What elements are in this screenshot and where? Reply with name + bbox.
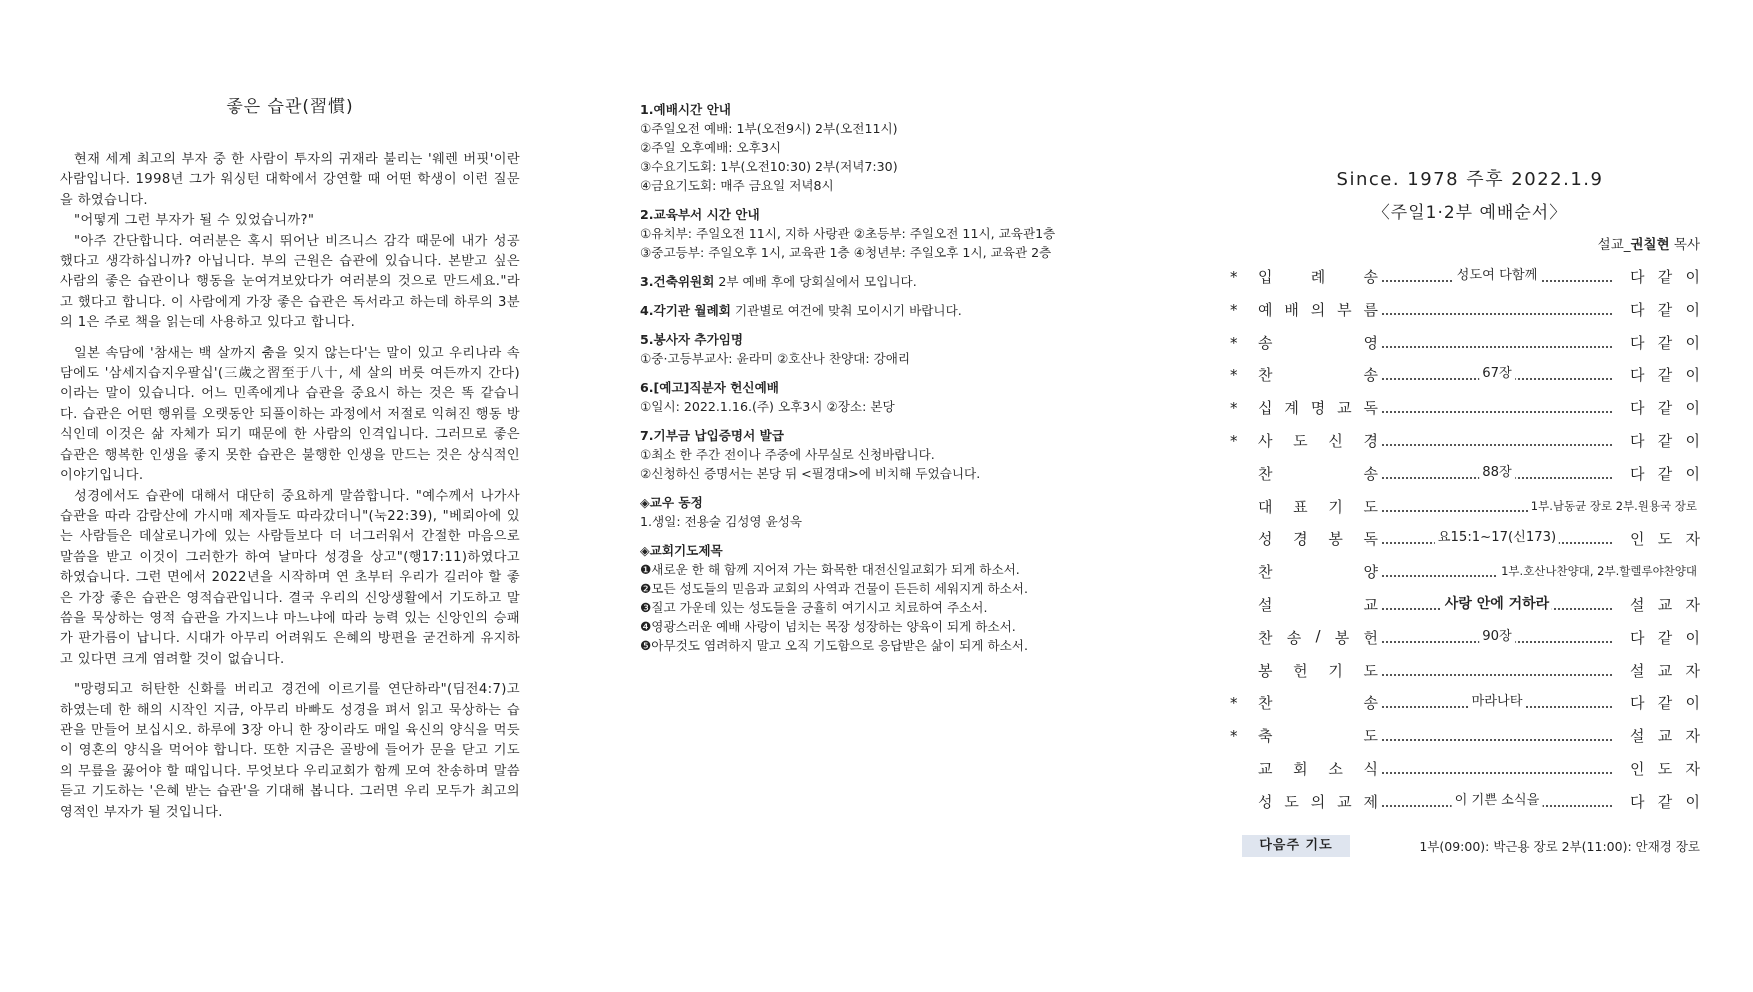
responder-char: 다	[1630, 333, 1645, 352]
responder-char: 도	[1657, 530, 1673, 549]
responder-char: 이	[1685, 792, 1700, 811]
notice-text: 2부 예배 후에 당회실에서 모입니다.	[714, 274, 917, 289]
responder-char: 다	[1630, 792, 1645, 811]
order-row	[1230, 459, 1700, 492]
order-responder	[1630, 463, 1700, 484]
order-item-char: 도	[1363, 661, 1378, 680]
dotted-leader	[1382, 463, 1612, 485]
order-item-name	[1258, 496, 1378, 517]
preacher-title: 목사	[1669, 237, 1700, 253]
order-responder	[1630, 364, 1700, 385]
responder-char: 자	[1685, 727, 1700, 746]
order-item-name	[1258, 594, 1378, 615]
order-item-char: 의	[1310, 792, 1326, 811]
order-item-name	[1258, 791, 1378, 812]
order-item-char: 성	[1258, 792, 1273, 811]
order-item-char: 찬	[1258, 694, 1273, 713]
responder-char: 같	[1657, 366, 1673, 385]
order-row	[1230, 656, 1700, 689]
order-item-name	[1258, 692, 1378, 713]
order-item-char: 헌	[1363, 628, 1378, 647]
prayer-topic: ❹영광스러운 예배 사랑이 넘치는 목장 성장하는 양육이 되게 하소서.	[640, 619, 1016, 634]
order-item-char: 찬	[1258, 366, 1273, 385]
standing-mark: *	[1230, 694, 1238, 713]
responder-char: 다	[1630, 399, 1645, 418]
prayer-topic: ❸질고 가운데 있는 성도들을 긍휼히 여기시고 치료하여 주소서.	[640, 600, 988, 615]
notice-heading: 4.각기관 월례회	[640, 303, 731, 318]
notice-line: ①중·고등부교사: 윤라미 ②호산나 찬양대: 강애리	[640, 351, 911, 366]
responder-char: 이	[1685, 464, 1700, 483]
order-responder	[1630, 758, 1700, 779]
order-item-char: 사	[1258, 431, 1273, 450]
order-responder	[1630, 660, 1700, 681]
order-item-char: 축	[1258, 727, 1273, 746]
notice-heading: ◈교회기도제목	[640, 543, 723, 558]
order-row	[1230, 721, 1700, 754]
dotted-leader	[1382, 561, 1700, 583]
order-item-char: 도	[1363, 497, 1378, 516]
order-responder	[1630, 332, 1700, 353]
order-responder	[1630, 692, 1700, 713]
order-item-name	[1258, 528, 1378, 549]
order-item-char: 송	[1363, 268, 1378, 286]
next-prayer-label: 다음주 기도	[1242, 835, 1350, 857]
order-item-char: 기	[1328, 661, 1343, 680]
responder-char: 같	[1657, 464, 1673, 483]
order-item-char: 찬	[1258, 464, 1273, 483]
responder-char: 설	[1630, 727, 1645, 746]
essay-paragraph: 성경에서도 습관에 대해서 대단히 중요하게 말씀합니다. "예수께서 나가사 습관을 따라 감람산에 가시매 제자들도 따라갔더니"(눅22:39), "베뢰아에 있는 사람들은 데살로니가에 있는 사람들보다 더 너그러워서 간절한 마음으로 말씀을 받고 이것이 그러한가 하여 날마다 성경을 상고"(행17:11)하였다고 하였습니다. 그런 면에서 2022년을 시작하며 연 초부터 우리가 길러야 할 좋은 가장 좋은 습관은 영적습관입니다. 결국 우리의 신앙생활에서 기도하고 말씀을 묵상하는 영적 습관을 가지느냐 마느냐에 따라 능력 있는 신앙인의 승패가 판가름이 납니다. 시대가 아무리 어려워도 은혜의 방편을 굳건하게 유지하고 있다면 크게 염려할 것이 없습니다.	[60, 488, 520, 667]
notice-heading: ◈교우 동정	[640, 495, 703, 510]
order-item-char: 봉	[1334, 628, 1350, 647]
order-row	[1230, 393, 1700, 426]
dotted-leader	[1382, 758, 1612, 780]
next-prayer-text: 1부(09:00): 박근용 장로 2부(11:00): 안재경 장로	[1419, 839, 1700, 854]
order-responder	[1630, 266, 1700, 287]
essay-paragraph: "어떻게 그런 부자가 될 수 있었습니까?"	[74, 213, 315, 229]
order-item-detail: 요15:1~17(신173)	[1435, 528, 1559, 548]
responder-char: 자	[1685, 661, 1700, 680]
responder-char: 자	[1685, 595, 1700, 614]
order-item-char: 봉	[1258, 661, 1273, 680]
notice-heading: 6.[예고]직분자 헌신예배	[640, 380, 779, 395]
next-week-prayer	[1230, 835, 1700, 859]
order-item-char: 도	[1293, 431, 1308, 450]
order-item-char: 송	[1258, 333, 1273, 352]
responder-char: 같	[1657, 431, 1673, 450]
preacher-line	[1598, 233, 1700, 253]
responder-char: 이	[1685, 300, 1700, 319]
responder-char: 인	[1630, 759, 1645, 778]
order-item-char: 도	[1284, 792, 1299, 811]
order-responder	[1630, 791, 1700, 812]
responder-char: 이	[1685, 628, 1700, 647]
order-item-detail: 88장	[1479, 463, 1515, 483]
notice-heading: 7.기부금 납입증명서 발급	[640, 428, 784, 443]
dotted-leader	[1382, 430, 1612, 452]
dotted-leader	[1382, 496, 1700, 518]
order-item-char: 설	[1258, 595, 1273, 614]
order-row	[1230, 787, 1700, 820]
dotted-leader	[1382, 594, 1612, 616]
order-row	[1230, 623, 1700, 656]
prayer-topic: ❷모든 성도들의 믿음과 교회의 사역과 건물이 든든히 세워지게 하소서.	[640, 581, 1028, 596]
order-item-char: 교	[1258, 759, 1273, 778]
order-responder	[1630, 397, 1700, 418]
order-item-name	[1258, 332, 1378, 353]
responder-char: 같	[1657, 300, 1673, 319]
standing-mark: *	[1230, 431, 1238, 450]
order-responder	[1630, 528, 1700, 549]
order-responder	[1630, 594, 1700, 615]
order-item-char: 경	[1293, 530, 1308, 549]
responder-char: 교	[1657, 595, 1673, 614]
order-responder	[1630, 430, 1700, 451]
order-item-char: 영	[1363, 333, 1378, 352]
order-row	[1230, 754, 1700, 787]
order-item-detail: 1부.호산나찬양대, 2부.할렐루야찬양대	[1498, 561, 1700, 581]
responder-char: 도	[1657, 759, 1673, 778]
dotted-leader	[1382, 364, 1612, 386]
notice-heading: 1.예배시간 안내	[640, 102, 731, 117]
preacher-label: 설교_	[1597, 237, 1631, 253]
responder-char: 교	[1657, 727, 1673, 746]
order-item-char: 양	[1363, 563, 1378, 582]
order-item-char: 예	[1258, 300, 1273, 319]
order-item-name	[1258, 397, 1378, 418]
dotted-leader	[1382, 299, 1612, 321]
responder-char: 같	[1657, 268, 1673, 286]
standing-mark: *	[1230, 727, 1238, 746]
order-item-char: 식	[1363, 759, 1378, 778]
notice-heading: 3.건축위원회	[640, 274, 715, 289]
order-item-char: 소	[1328, 759, 1343, 778]
order-item-detail: 성도여 다함께	[1454, 266, 1541, 286]
notice-line: ④금요기도회: 매주 금요일 저녁8시	[640, 178, 834, 193]
order-item-char: /	[1315, 626, 1321, 645]
order-item-char: 송	[1286, 628, 1302, 647]
preacher-name: 권칠현	[1630, 237, 1670, 253]
notice-dedication-service	[640, 378, 1140, 416]
order-item-name	[1258, 561, 1378, 582]
order-row	[1230, 262, 1700, 295]
order-row	[1230, 557, 1700, 590]
standing-mark: *	[1230, 399, 1238, 418]
order-row	[1230, 426, 1700, 459]
order-item-detail: 67장	[1479, 364, 1515, 384]
responder-char: 같	[1657, 694, 1673, 713]
dotted-leader	[1382, 627, 1612, 649]
dotted-leader	[1382, 791, 1612, 813]
prayer-topic: ❺아무것도 염려하지 말고 오직 기도함으로 응답받은 삶이 되게 하소서.	[640, 638, 1028, 653]
standing-mark: *	[1230, 268, 1238, 286]
order-item-char: 계	[1284, 399, 1299, 418]
order-item-char: 독	[1363, 530, 1378, 549]
order-item-char: 송	[1363, 694, 1378, 713]
since-date-line: Since. 1978 주후 2022.1.9	[1336, 169, 1604, 190]
responder-char: 설	[1630, 661, 1645, 680]
order-item-detail: 90장	[1479, 627, 1515, 647]
dotted-leader	[1382, 332, 1612, 354]
order-row	[1230, 295, 1700, 328]
dotted-leader	[1382, 528, 1612, 550]
notice-line: 1.생일: 전용술 김성영 윤성욱	[640, 514, 803, 529]
order-item-name	[1258, 725, 1378, 746]
notice-line: ③중고등부: 주일오후 1시, 교육관 1층 ④청년부: 주일오후 1시, 교육관 2층	[640, 245, 1052, 260]
essay-paragraph: "아주 간단합니다. 여러분은 혹시 뛰어난 비즈니스 감각 때문에 내가 성공했다고 생각하십니까? 아닙니다. 부의 근원은 습관에 있습니다. 본받고 싶은 사람의 좋은 습관이나 행동을 눈여겨보았다가 여러분의 것으로 만드세요."라고 했다고 합니다. 이 사람에게 가장 좋은 습관은 독서라고 하는데 하루의 3분의 1은 주로 책을 읽는데 사용하고 있다고 합니다.	[60, 233, 520, 331]
order-item-char: 성	[1258, 530, 1273, 549]
dotted-leader	[1382, 266, 1612, 288]
order-item-char: 독	[1363, 399, 1378, 418]
order-item-char: 교	[1363, 595, 1378, 614]
standing-mark: *	[1230, 333, 1238, 352]
order-item-char: 제	[1363, 792, 1378, 811]
notice-text: 기관별로 여건에 맞춰 모이시기 바랍니다.	[730, 303, 962, 318]
order-item-char: 신	[1328, 431, 1343, 450]
notice-line: ①유치부: 주일오전 11시, 지하 사랑관 ②초등부: 주일오전 11시, 교육관1층	[640, 226, 1056, 241]
responder-char: 자	[1685, 759, 1700, 778]
responder-char: 다	[1630, 464, 1645, 483]
announcements-column	[640, 100, 1140, 665]
responder-char: 이	[1685, 399, 1700, 418]
order-item-char: 의	[1310, 300, 1326, 319]
responder-char: 다	[1630, 300, 1645, 319]
order-item-char: 찬	[1258, 628, 1273, 647]
notice-heading: 2.교육부서 시간 안내	[640, 207, 760, 222]
order-item-char: 십	[1258, 399, 1273, 418]
prayer-topic: ❶새로운 한 해 함께 지어져 가는 화목한 대전신일교회가 되게 하소서.	[640, 562, 1020, 577]
notice-line: ②주일 오후예배: 오후3시	[640, 140, 782, 155]
order-item-name	[1258, 364, 1378, 385]
order-item-char: 봉	[1328, 530, 1343, 549]
responder-char: 이	[1685, 333, 1700, 352]
order-item-char: 름	[1363, 300, 1378, 319]
order-item-detail: 1부.남동균 장로 2부.원용국 장로	[1528, 496, 1700, 516]
responder-char: 교	[1657, 661, 1673, 680]
order-item-name	[1258, 430, 1378, 451]
standing-mark: *	[1230, 366, 1238, 385]
order-item-char: 대	[1258, 497, 1273, 516]
order-item-char: 송	[1363, 366, 1378, 385]
order-item-char: 배	[1284, 300, 1299, 319]
responder-char: 인	[1630, 530, 1645, 549]
order-row	[1230, 492, 1700, 525]
responder-char: 설	[1630, 595, 1645, 614]
order-item-name	[1258, 660, 1378, 681]
order-row	[1230, 590, 1700, 623]
order-of-service	[1230, 0, 1700, 992]
order-item-detail: 사랑 안에 거하라	[1442, 594, 1552, 614]
order-item-detail: 이 기쁜 소식을	[1452, 791, 1543, 811]
order-responder	[1630, 725, 1700, 746]
notice-monthly-meeting	[640, 301, 1140, 320]
notice-line: ①최소 한 주간 전이나 주중에 사무실로 신청바랍니다.	[640, 447, 935, 462]
order-item-char: 교	[1337, 399, 1352, 418]
notice-education	[640, 205, 1140, 262]
order-item-name	[1258, 463, 1378, 484]
responder-char: 이	[1685, 268, 1700, 286]
order-item-char: 기	[1328, 497, 1343, 516]
order-item-char: 경	[1363, 431, 1378, 450]
dotted-leader	[1382, 725, 1612, 747]
order-item-char: 교	[1337, 792, 1352, 811]
responder-char: 이	[1685, 694, 1700, 713]
order-item-char: 부	[1337, 300, 1352, 319]
order-rows	[1230, 262, 1700, 820]
notice-heading: 5.봉사자 추가임명	[640, 332, 744, 347]
order-item-char: 회	[1293, 759, 1308, 778]
order-row	[1230, 328, 1700, 361]
essay-paragraph: 일본 속담에 '참새는 백 살까지 춤을 잊지 않는다'는 말이 있고 우리나라 속담에도 '삼세지습지우팔십'(三歲之習至于八十, 세 살의 버릇 여든까지 간다)이라는 말이 있습니다. 어느 민족에게나 습관을 중요시 하는 것은 똑 같습니다. 습관은 어떤 행위를 오랫동안 되풀이하는 과정에서 저절로 익혀진 행동 방식인데 이것은 삶 자체가 되기 때문에 한 사람의 인격입니다. 그러므로 좋은 습관은 행복한 인생을 좋지 못한 습관은 불행한 인생을 만드는 것은 상식적인 이야기입니다.	[60, 345, 521, 484]
essay-body	[60, 150, 520, 833]
order-item-char: 찬	[1258, 563, 1273, 582]
order-item-char: 헌	[1293, 661, 1308, 680]
responder-char: 같	[1657, 333, 1673, 352]
notice-volunteers	[640, 330, 1140, 368]
order-responder	[1630, 627, 1700, 648]
responder-char: 같	[1657, 792, 1673, 811]
order-item-char: 례	[1310, 268, 1326, 286]
order-item-name	[1258, 266, 1378, 287]
responder-char: 이	[1685, 431, 1700, 450]
dotted-leader	[1382, 397, 1612, 419]
order-title: 〈주일1·2부 예배순서〉	[1372, 203, 1568, 223]
responder-char: 같	[1657, 399, 1673, 418]
responder-char: 다	[1630, 694, 1645, 713]
responder-char: 다	[1630, 268, 1645, 286]
order-responder	[1630, 299, 1700, 320]
responder-char: 다	[1630, 628, 1645, 647]
notice-member-news	[640, 493, 1140, 531]
order-item-char: 입	[1258, 268, 1273, 286]
standing-mark: *	[1230, 300, 1238, 319]
order-item-char: 도	[1363, 727, 1378, 746]
notice-prayer-topics	[640, 541, 1140, 655]
notice-worship-times	[640, 100, 1140, 195]
dotted-leader	[1382, 692, 1612, 714]
responder-char: 다	[1630, 366, 1645, 385]
order-item-name	[1258, 299, 1378, 320]
order-item-name	[1258, 758, 1378, 779]
notice-line: ①일시: 2022.1.16.(주) 오후3시 ②장소: 본당	[640, 399, 895, 414]
notice-building-committee	[640, 272, 1140, 291]
notice-line: ③수요기도회: 1부(오전10:30) 2부(저녁7:30)	[640, 159, 898, 174]
essay-paragraph: "망령되고 허탄한 신화를 버리고 경건에 이르기를 연단하라"(딤전4:7)고 하였는데 한 해의 시작인 지금, 아무리 바빠도 성경을 펴서 읽고 묵상하는 습관을 만들어 보십시오. 하루에 3장 아니 한 장이라도 매일 육신의 양식을 먹듯이 영혼의 양식을 먹어야 합니다. 또한 지금은 골방에 들어가 문을 닫고 기도의 무릎을 꿇어야 할 때입니다. 무엇보다 우리교회가 함께 모여 찬송하며 말씀 듣고 기도하는 '은혜 받는 습관'을 기대해 봅니다. 그러면 우리 모두가 최고의 영적인 부자가 될 것입니다.	[60, 682, 520, 820]
essay-paragraph: 현재 세계 최고의 부자 중 한 사람이 투자의 귀재라 불리는 '웨렌 버핏'이란 사람입니다. 1998년 그가 워싱턴 대학에서 강연할 때 어떤 학생이 이런 질문을 하였습니다.	[60, 152, 521, 208]
responder-char: 자	[1685, 530, 1700, 549]
responder-char: 이	[1685, 366, 1700, 385]
notice-donation-receipt	[640, 426, 1140, 483]
notice-line: ①주일오전 예배: 1부(오전9시) 2부(오전11시)	[640, 121, 898, 136]
responder-char: 같	[1657, 628, 1673, 647]
essay-title: 좋은 습관(習慣)	[226, 97, 354, 117]
order-row	[1230, 688, 1700, 721]
order-item-detail: 마라나타	[1469, 692, 1526, 712]
order-row	[1230, 524, 1700, 557]
notice-line: ②신청하신 증명서는 본당 뒤 <필경대>에 비치해 두었습니다.	[640, 466, 981, 481]
responder-char: 다	[1630, 431, 1645, 450]
order-item-name	[1258, 627, 1378, 648]
order-row	[1230, 360, 1700, 393]
order-item-char: 송	[1363, 464, 1378, 483]
order-item-char: 명	[1310, 399, 1326, 418]
dotted-leader	[1382, 660, 1612, 682]
order-item-char: 표	[1293, 497, 1308, 516]
